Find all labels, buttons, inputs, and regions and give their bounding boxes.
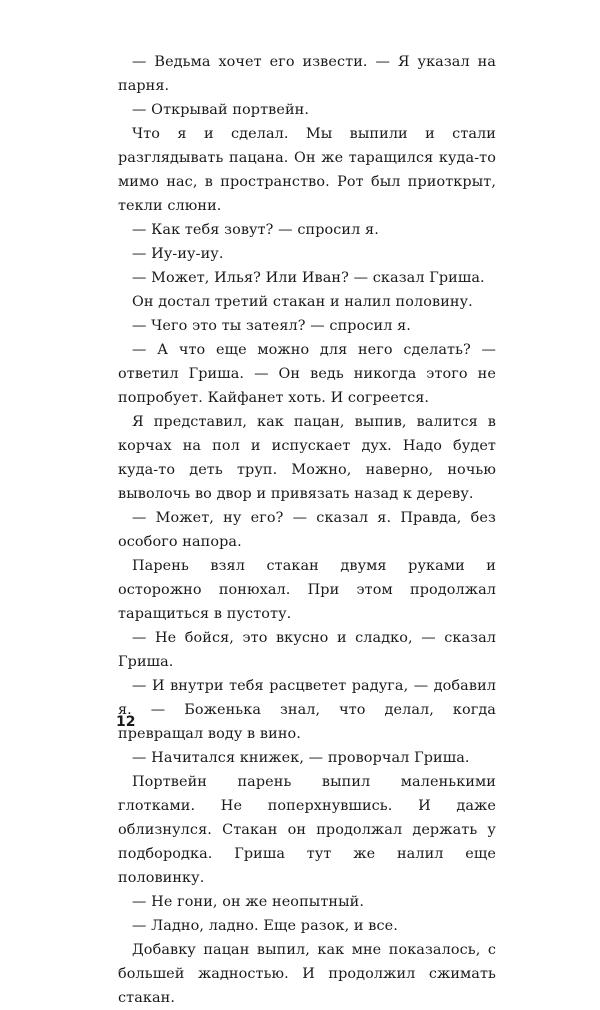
paragraph: — Как тебя зовут? — спросил я.	[132, 222, 379, 238]
paragraph: — Ведьма хочет его извести. — Я указал на парня.	[118, 54, 496, 94]
paragraph: Я представил, как пацан, выпив, валится в корчах на пол и испускает дух. Надо будет куда-то деть труп. Можно, наверно, ночью выволочь во двор и привязать назад к дереву.	[118, 414, 496, 502]
paragraph: Он достал третий стакан и налил половину.	[132, 294, 473, 310]
paragraph: — Может, ну его? — сказал я. Правда, без особого напора.	[118, 510, 496, 550]
paragraph: — Иу-иу-иу.	[132, 246, 224, 262]
paragraph: — Начитался книжек, — проворчал Гриша.	[132, 750, 470, 766]
paragraph: — Не гони, он же неопытный.	[132, 894, 364, 910]
paragraph: — Может, Илья? Или Иван? — сказал Гриша.	[132, 270, 485, 286]
paragraph: Что я и сделал. Мы выпили и стали разглядывать пацана. Он же таращился куда-то мимо нас, в пространство. Рот был приоткрыт, текли слюни.	[118, 126, 496, 214]
paragraph: — Ладно, ладно. Еще разок, и все.	[132, 918, 398, 934]
page-number: 12	[116, 714, 136, 730]
body-text	[118, 50, 496, 1010]
paragraph: — Не бойся, это вкусно и сладко, — сказал Гриша.	[118, 630, 496, 670]
paragraph: Добавку пацан выпил, как мне показалось, с большей жадностью. И продолжил сжимать стакан.	[118, 942, 496, 1006]
paragraph: Портвейн парень выпил маленькими глотками. Не поперхнувшись. И даже облизнулся. Стакан он продолжал держать у подбородка. Гриша тут же налил еще половинку.	[118, 774, 496, 886]
paragraph: — А что еще можно для него сделать? — ответил Гриша. — Он ведь никогда этого не попробует. Кайфанет хоть. И согреется.	[118, 342, 496, 406]
paragraph: Парень взял стакан двумя руками и осторожно понюхал. При этом продолжал таращиться в пустоту.	[118, 558, 496, 622]
paragraph: — И внутри тебя расцветет радуга, — добавил я. — Боженька знал, что делал, когда превращал воду в вино.	[118, 678, 496, 742]
paragraph: — Чего это ты затеял? — спросил я.	[132, 318, 411, 334]
paragraph: — Открывай портвейн.	[132, 102, 310, 118]
